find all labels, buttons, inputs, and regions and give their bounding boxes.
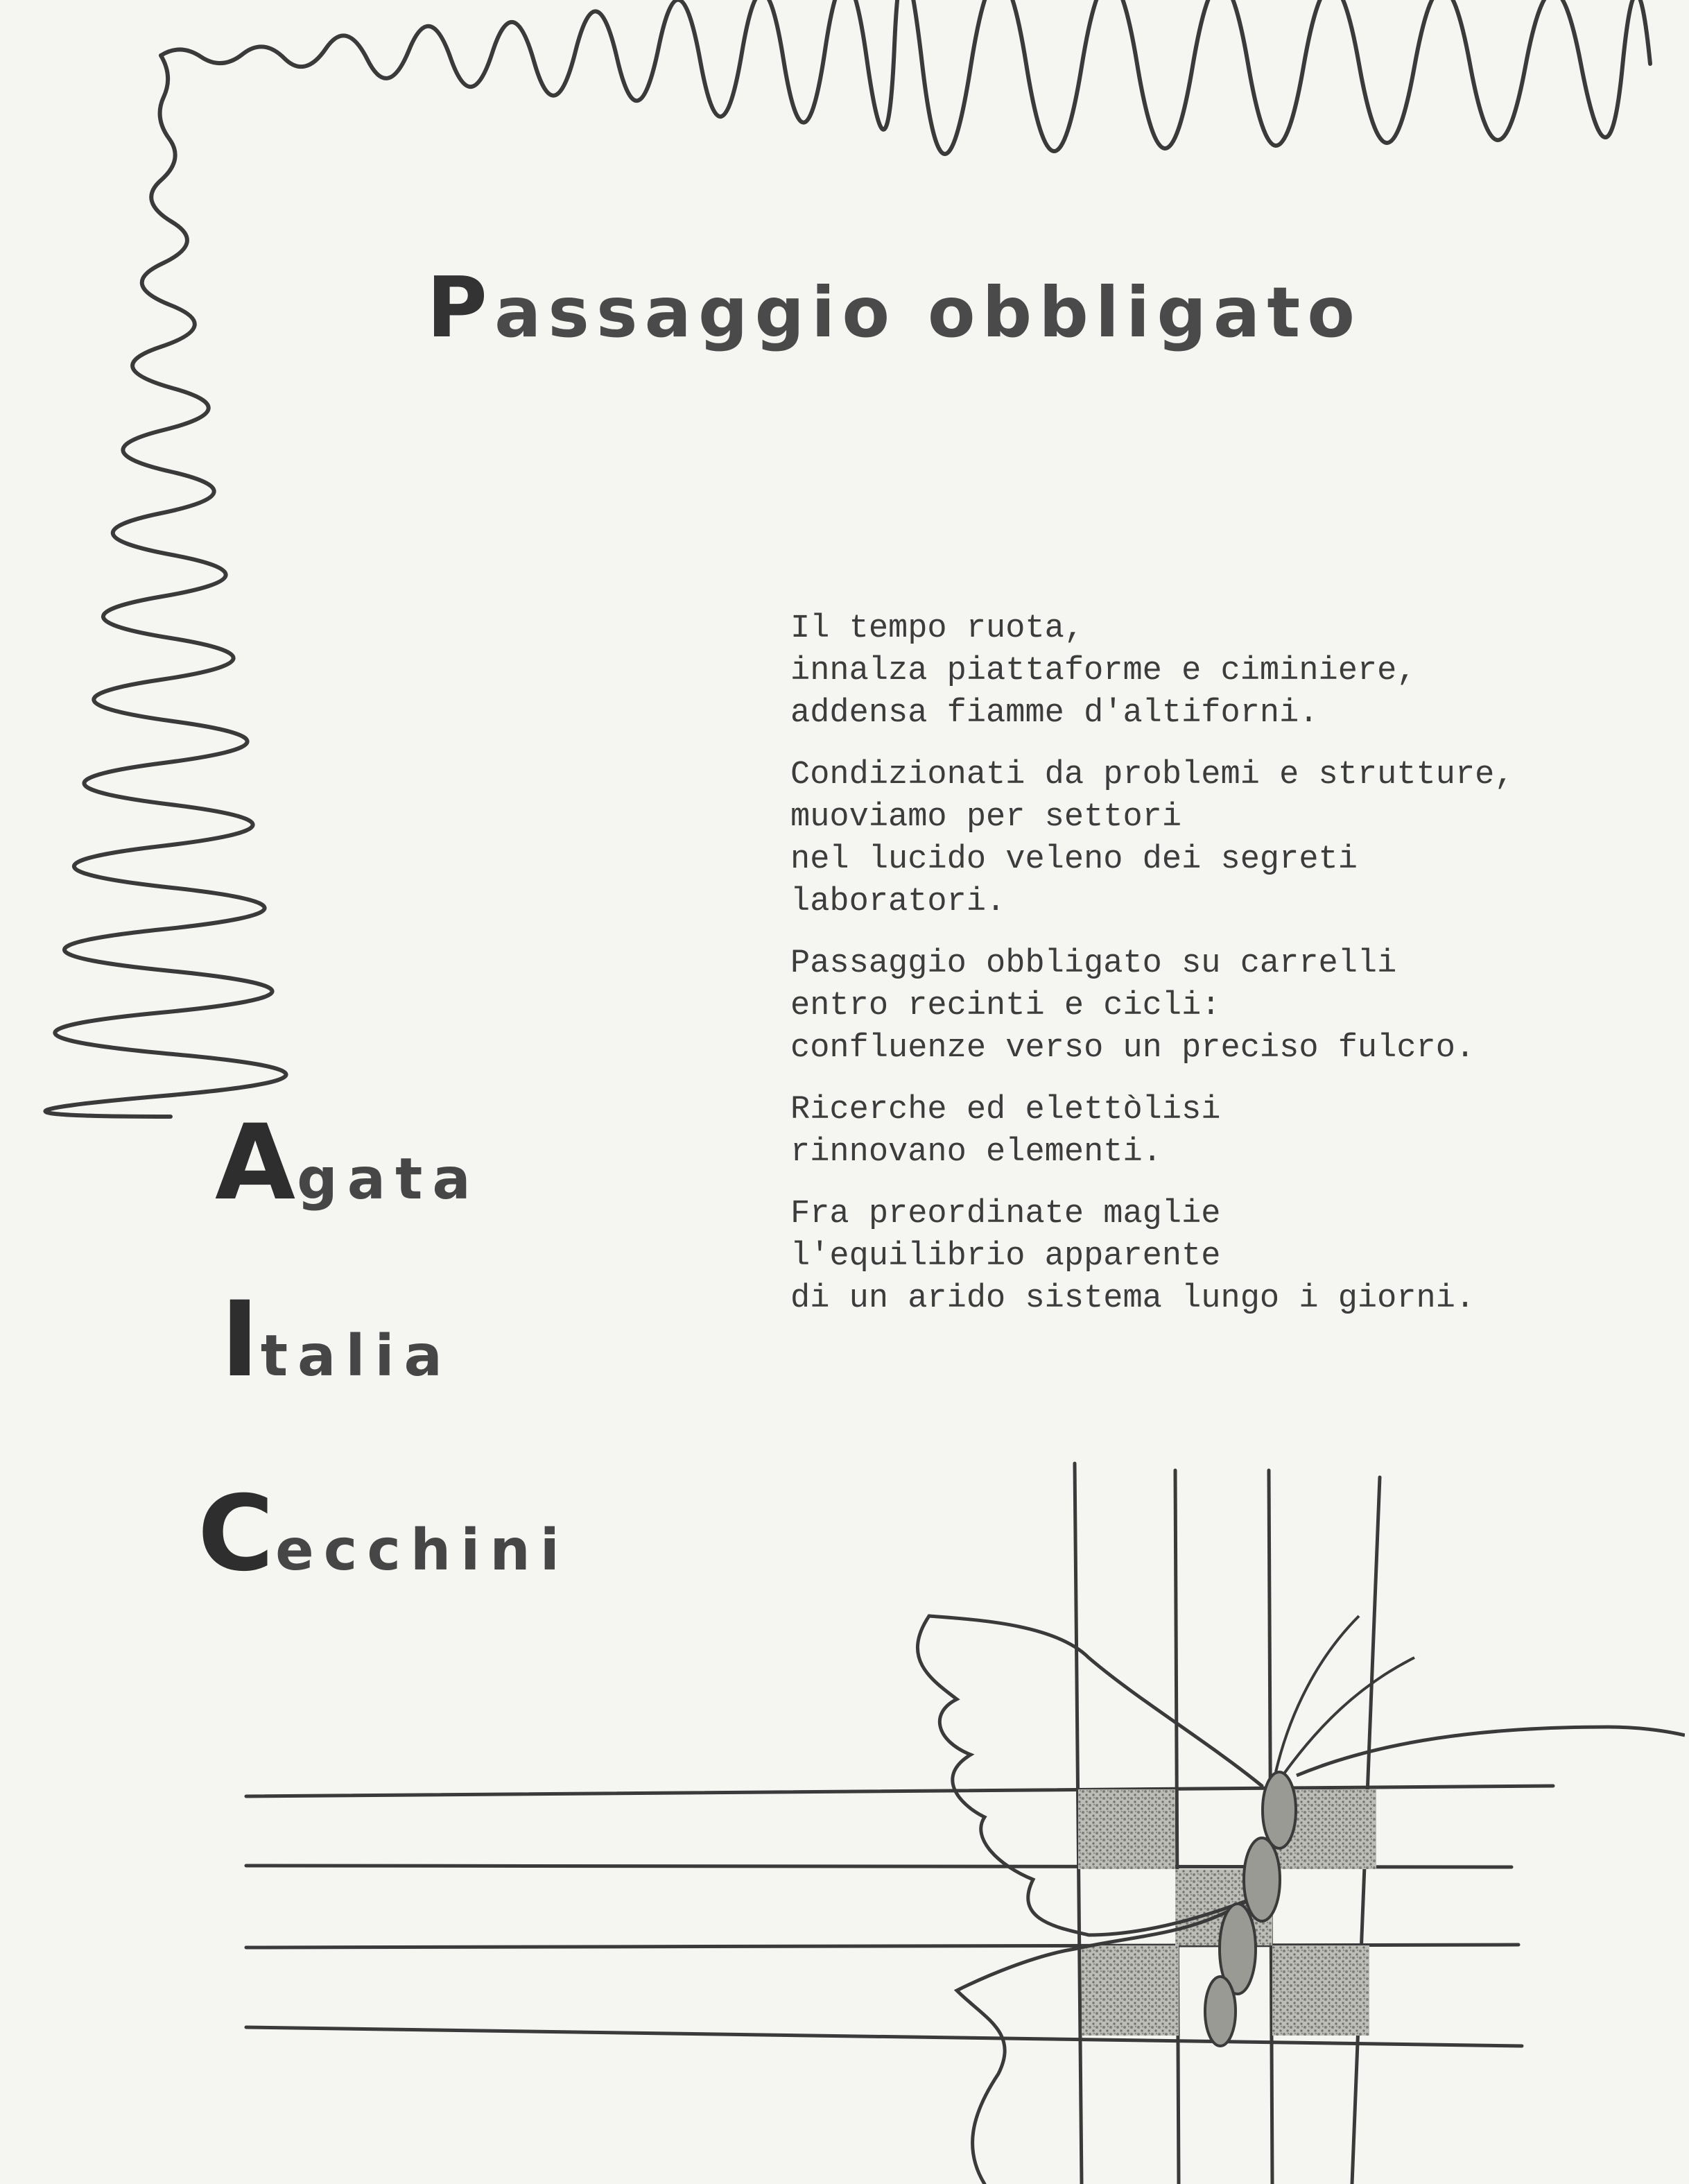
poem-line: addensa fiamme d'altiforni. <box>790 695 1319 732</box>
poem-line: entro recinti e cicli: <box>790 988 1221 1024</box>
author-middle-rest: talia <box>260 1323 452 1389</box>
poem-line: l'equilibrio apparente <box>790 1238 1221 1275</box>
poem-body <box>790 608 1609 1339</box>
author-first-name <box>215 1103 480 1223</box>
poem-line: rinnovano elementi. <box>790 1134 1162 1171</box>
butterfly-antenna <box>1276 1616 1414 1775</box>
poem-line: nel lucido veleno dei segreti <box>790 841 1358 878</box>
stanza-5 <box>790 1193 1609 1320</box>
poem-line: innalza piattaforme e ciminiere, <box>790 653 1417 689</box>
poem-line: Fra preordinate maglie <box>790 1196 1221 1232</box>
butterfly-upper-wing <box>1297 1727 1685 1775</box>
poem-line: Passaggio obbligato su carrelli <box>790 945 1397 982</box>
poem-line: Condizionati da problemi e strutture, <box>790 757 1514 793</box>
title-initial: P <box>426 260 494 356</box>
stanza-3 <box>790 943 1609 1069</box>
poem-line: Il tempo ruota, <box>790 610 1084 647</box>
author-first-initial: A <box>215 1103 297 1223</box>
butterfly-over-grid-icon <box>236 1450 1685 2184</box>
stanza-1 <box>790 608 1609 734</box>
poem-line: di un arido sistema lungo i giorni. <box>790 1280 1475 1317</box>
author-middle-initial: I <box>220 1280 261 1400</box>
poem-line: laboratori. <box>790 884 1006 920</box>
author-first-rest: gata <box>297 1146 480 1212</box>
poem-line: muoviamo per settori <box>790 799 1182 836</box>
author-last-initial: C <box>198 1474 276 1594</box>
poem-title <box>426 260 1362 356</box>
author-middle-name <box>220 1280 452 1400</box>
poem-line: confluenze verso un preciso fulcro. <box>790 1030 1475 1067</box>
stanza-2 <box>790 754 1609 923</box>
author-last-rest: ecchini <box>275 1517 569 1583</box>
title-rest: assaggio obbligato <box>494 272 1362 353</box>
poem-line: Ricerche ed elettòlisi <box>790 1092 1221 1128</box>
stanza-4 <box>790 1089 1609 1173</box>
